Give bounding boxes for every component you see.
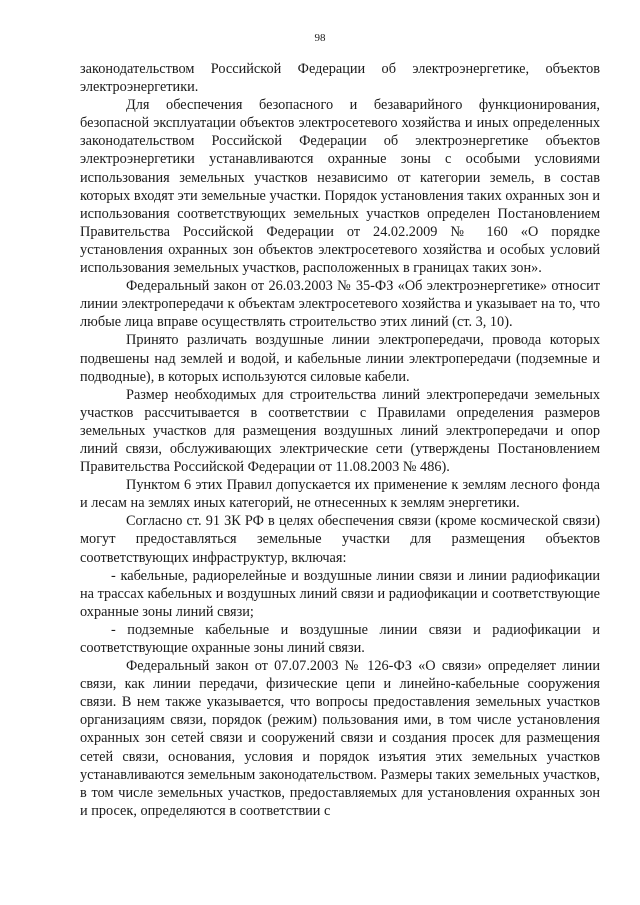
paragraph-continuation: законодательством Российской Федерации об электроэнергетике, объектов электроэнергетики. xyxy=(80,61,600,96)
document-body xyxy=(80,60,600,820)
paragraph-forest-lands: Пунктом 6 этих Правил допускается их применение к землям лесного фонда и лесам на землях иных категорий, не отнесенных к землям энергетики. xyxy=(80,477,600,512)
paragraph-land-code-art-91: Согласно ст. 91 ЗК РФ в целях обеспечения связи (кроме космической связи) могут предоставляться земельные участки для размещения объектов соответствующих инфраструктур, включая: xyxy=(80,513,600,566)
paragraph-protection-zones: Для обеспечения безопасного и безаварийного функционирования, безопасной эксплуатации объектов электросетевого хозяйства и иных определенных законодательством Российской Федерации об электроэнергетике объектов электроэнергетики устанавливаются охранные зоны с особыми условиями использования земельных участков независимо от категории земель, в состав которых входят эти земельные участки. Порядок установления таких охранных зон и использования соответствующих земельных участков определен Постановлением Правительства Российской Федерации от 24.02.2009 № 160 «О порядке установления охранных зон объектов электросетевого хозяйства и особых условий использования земельных участков, расположенных в границах таких зон». xyxy=(80,97,600,277)
paragraph-electricity-law: Федеральный закон от 26.03.2003 № 35-ФЗ «Об электроэнергетике» относит линии электропередачи к объектам электросетевого хозяйства и указывает на то, что любые лица вправе осуществлять строительство этих линий (ст. 3, 10). xyxy=(80,278,600,331)
list-item-underground-lines: - подземные кабельные и воздушные линии связи и радиофикации и соответствующие охранные зоны линий связи. xyxy=(80,621,600,656)
paragraph-line-types: Принято различать воздушные линии электропередачи, провода которых подвешены над землей и водой, и кабельные линии электропередачи (подземные и подводные), в которых используются силовые кабели. xyxy=(80,332,600,385)
list-item-cable-lines: - кабельные, радиорелейные и воздушные линии связи и линии радиофикации на трассах кабельных и воздушных линий связи и радиофикации и соответствующие охранные зоны линий связи; xyxy=(80,567,600,620)
page-number: 98 xyxy=(314,32,326,44)
paragraph-communications-law: Федеральный закон от 07.07.2003 № 126-ФЗ «О связи» определяет линии связи, как линии передачи, физические цепи и линейно-кабельные сооружения связи. В нем также указывается, что вопросы предоставления земельных участков организациям связи, порядок (режим) пользования ими, в том числе установления охранных зон сетей связи и сооружений связи и создания просек для размещения сетей связи, основания, условия и порядок изъятия этих земельных участков устанавливаются земельным законодательством. Размеры таких земельных участков, в том числе земельных участков, предоставляемых для установления охранных зон и просек, определяются в соответствии с xyxy=(80,658,600,819)
paragraph-land-size-rules: Размер необходимых для строительства линий электропередачи земельных участков рассчитывается в соответствии с Правилами определения размеров земельных участков для размещения воздушных линий электропередачи и опор линий связи, обслуживающих электрические сети (утверждены Постановлением Правительства Российской Федерации от 11.08.2003 № 486). xyxy=(80,386,600,476)
